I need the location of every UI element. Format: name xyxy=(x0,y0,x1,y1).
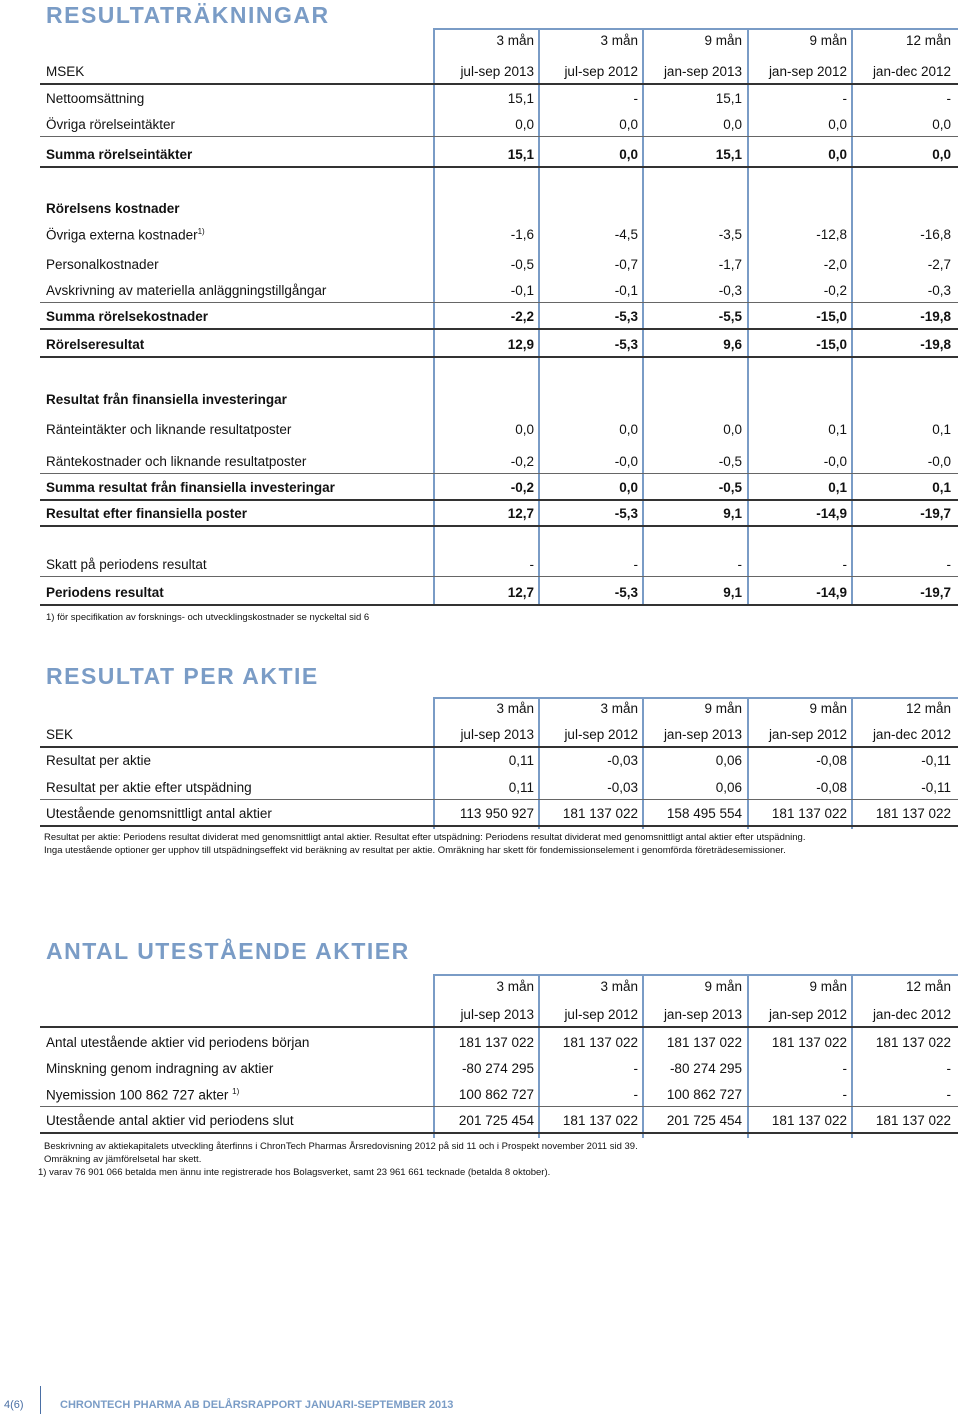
row-label: Utestående genomsnittligt antal aktier xyxy=(46,806,272,821)
cell-value: - xyxy=(946,557,951,572)
cell-value: 0,0 xyxy=(619,117,638,132)
row-label: Periodens resultat xyxy=(46,585,164,600)
period-header: 9 mån xyxy=(704,979,742,994)
cell-value: -3,5 xyxy=(718,227,742,242)
footer-divider xyxy=(40,1386,41,1414)
cell-value: -19,7 xyxy=(920,585,951,600)
cell-value: 12,7 xyxy=(507,506,534,521)
cell-value: 9,1 xyxy=(723,506,742,521)
shares-footnote: 1) varav 76 901 066 betalda men ännu inte registrerade hos Bolagsverket, samt 23 961 661 tecknade (betalda 8 oktober). xyxy=(38,1167,551,1178)
range-header: jan-dec 2012 xyxy=(872,64,951,79)
cell-value: - xyxy=(633,1087,638,1102)
cell-value: 100 862 727 xyxy=(458,1087,534,1102)
cell-value: -0,11 xyxy=(921,753,951,768)
cell-value: 181 137 022 xyxy=(875,1035,951,1050)
cell-value: 181 137 022 xyxy=(562,1035,638,1050)
period-header: 3 mån xyxy=(600,701,638,716)
row-label: Övriga externa kostnader$^{1)}$ xyxy=(46,226,205,242)
period-header: 9 mån xyxy=(809,33,847,48)
cell-value: 181 137 022 xyxy=(875,1113,951,1128)
cell-value: 0,0 xyxy=(619,147,638,162)
cell-value: -0,08 xyxy=(816,780,847,795)
cell-value: - xyxy=(529,557,534,572)
cell-value: -0,03 xyxy=(607,753,638,768)
row-label: Resultat per aktie xyxy=(46,753,152,768)
period-header: 3 mån xyxy=(600,33,638,48)
cell-value: -80 274 295 xyxy=(461,1061,534,1076)
range-header: jan-dec 2012 xyxy=(872,727,951,742)
cell-value: -1,6 xyxy=(510,227,534,242)
cell-value: - xyxy=(633,1061,638,1076)
range-header: jul-sep 2012 xyxy=(564,64,638,79)
range-header: jul-sep 2012 xyxy=(564,727,638,742)
range-header: jul-sep 2012 xyxy=(564,1007,638,1022)
cell-value: -5,3 xyxy=(614,309,638,324)
per-share-title: RESULTAT PER AKTIE xyxy=(46,663,319,689)
row-label: Antal utestående aktier vid periodens början xyxy=(46,1035,310,1050)
cell-value: 100 862 727 xyxy=(666,1087,742,1102)
period-header: 3 mån xyxy=(496,33,534,48)
cell-value: 0,0 xyxy=(723,422,742,437)
table-row xyxy=(40,224,958,246)
table-row-total xyxy=(40,582,958,606)
period-header-row xyxy=(40,698,958,720)
cell-value: 15,1 xyxy=(715,91,742,106)
cell-value: -14,9 xyxy=(816,506,847,521)
row-label: Summa rörelsekostnader xyxy=(46,309,209,324)
row-label: Personalkostnader xyxy=(46,257,159,272)
cell-value: 181 137 022 xyxy=(771,1113,847,1128)
cell-value: -1,7 xyxy=(718,257,742,272)
shares-note: Omräkning av jämförelsetal har skett. xyxy=(44,1154,202,1165)
cell-value: 9,1 xyxy=(723,585,742,600)
cell-value: - xyxy=(842,557,847,572)
table-row xyxy=(40,419,958,441)
cell-value: -19,8 xyxy=(920,309,951,324)
period-header: 9 mån xyxy=(809,979,847,994)
row-label: Nyemission 100 862 727 akter $^{1)}$ xyxy=(46,1086,240,1102)
table-row xyxy=(40,1058,958,1080)
cell-value: 12,9 xyxy=(507,337,534,352)
cell-value: 0,0 xyxy=(932,147,951,162)
cell-value: 15,1 xyxy=(507,91,534,106)
row-label: Minskning genom indragning av aktier xyxy=(46,1061,274,1076)
cell-value: -5,3 xyxy=(614,337,638,352)
range-header-row xyxy=(40,1004,958,1028)
cell-value: 0,06 xyxy=(715,780,742,795)
period-header: 12 mån xyxy=(905,701,951,716)
cell-value: -0,5 xyxy=(718,480,742,495)
row-label: Räntekostnader och liknande resultatposter xyxy=(46,454,307,469)
shares-title: ANTAL UTESTÅENDE AKTIER xyxy=(46,938,410,964)
cell-value: - xyxy=(633,91,638,106)
cell-value: -15,0 xyxy=(816,337,847,352)
cell-value: 9,6 xyxy=(723,337,742,352)
cell-value: 12,7 xyxy=(507,585,534,600)
table-row xyxy=(40,750,958,772)
period-header: 9 mån xyxy=(704,701,742,716)
cell-value: -0,3 xyxy=(718,283,742,298)
cell-value: 181 137 022 xyxy=(771,806,847,821)
unit-label: MSEK xyxy=(46,64,85,79)
row-label: Summa resultat från finansiella investeringar xyxy=(46,480,335,495)
page-number: 4(6) xyxy=(4,1399,24,1411)
range-header: jan-sep 2012 xyxy=(768,1007,847,1022)
cell-value: -0,0 xyxy=(614,454,638,469)
cell-value: -2,2 xyxy=(510,309,534,324)
cell-value: 158 495 554 xyxy=(666,806,742,821)
range-header-row xyxy=(40,61,958,85)
period-header: 9 mån xyxy=(704,33,742,48)
cell-value: -4,5 xyxy=(614,227,638,242)
cell-value: 0,1 xyxy=(828,480,847,495)
cell-value: -0,7 xyxy=(614,257,638,272)
cell-value: -5,3 xyxy=(614,506,638,521)
cell-value: -0,1 xyxy=(614,283,638,298)
period-header: 3 mån xyxy=(496,701,534,716)
table-row xyxy=(40,88,958,110)
table-row-total xyxy=(40,144,958,168)
row-label: Rörelsens kostnader xyxy=(46,201,180,216)
cell-value: -15,0 xyxy=(816,309,847,324)
table-subheading xyxy=(40,389,958,411)
cell-value: 0,0 xyxy=(515,422,534,437)
period-header-row xyxy=(40,976,958,998)
cell-value: -0,2 xyxy=(823,283,847,298)
cell-value: -5,3 xyxy=(614,585,638,600)
table-row xyxy=(40,451,958,474)
table-row xyxy=(40,1084,958,1107)
cell-value: -0,1 xyxy=(510,283,534,298)
row-label: Utestående antal aktier vid periodens slut xyxy=(46,1113,294,1128)
cell-value: 0,1 xyxy=(932,422,951,437)
cell-value: 0,0 xyxy=(828,117,847,132)
row-label: Resultat per aktie efter utspädning xyxy=(46,780,252,795)
cell-value: -5,5 xyxy=(718,309,742,324)
cell-value: -0,5 xyxy=(510,257,534,272)
cell-value: 181 137 022 xyxy=(875,806,951,821)
cell-value: -0,5 xyxy=(718,454,742,469)
range-header: jan-dec 2012 xyxy=(872,1007,951,1022)
table-row xyxy=(40,114,958,137)
cell-value: 0,0 xyxy=(515,117,534,132)
row-label: Rörelseresultat xyxy=(46,337,145,352)
cell-value: -19,7 xyxy=(920,506,951,521)
table-row xyxy=(40,1032,958,1054)
table-row-total xyxy=(40,306,958,330)
cell-value: -0,03 xyxy=(607,780,638,795)
cell-value: 181 137 022 xyxy=(666,1035,742,1050)
cell-value: 181 137 022 xyxy=(458,1035,534,1050)
per-share-note: Resultat per aktie: Periodens resultat dividerat med genomsnittligt antal aktier. Resultat efter utspädning: Periodens resultat dividerat med genomsnittligt antal aktier efter utspädning. xyxy=(44,832,806,843)
income-footnote: 1) för specifikation av forsknings- och utvecklingskostnader se nyckeltal sid 6 xyxy=(46,612,370,623)
range-header: jan-sep 2012 xyxy=(768,727,847,742)
cell-value: 113 950 927 xyxy=(459,806,534,821)
row-label: Övriga rörelseintäkter xyxy=(46,117,176,132)
range-header: jan-sep 2013 xyxy=(663,1007,742,1022)
cell-value: 0,0 xyxy=(723,117,742,132)
cell-value: - xyxy=(737,557,742,572)
period-header: 3 mån xyxy=(496,979,534,994)
table-row-total xyxy=(40,503,958,527)
cell-value: -12,8 xyxy=(816,227,847,242)
period-header-row xyxy=(40,30,958,52)
cell-value: - xyxy=(842,1061,847,1076)
cell-value: 181 137 022 xyxy=(562,1113,638,1128)
cell-value: -0,3 xyxy=(927,283,951,298)
cell-value: 0,0 xyxy=(828,147,847,162)
range-header-row xyxy=(40,724,958,748)
cell-value: 0,11 xyxy=(508,753,534,768)
cell-value: -80 274 295 xyxy=(669,1061,742,1076)
cell-value: 0,06 xyxy=(715,753,742,768)
range-header: jan-sep 2013 xyxy=(663,64,742,79)
row-label: Resultat efter finansiella poster xyxy=(46,506,248,521)
table-row xyxy=(40,1110,958,1134)
cell-value: - xyxy=(842,1087,847,1102)
cell-value: -0,08 xyxy=(816,753,847,768)
cell-value: 15,1 xyxy=(715,147,742,162)
cell-value: -14,9 xyxy=(816,585,847,600)
cell-value: 0,11 xyxy=(508,780,534,795)
row-label: Resultat från finansiella investeringar xyxy=(46,392,287,407)
range-header: jul-sep 2013 xyxy=(460,727,534,742)
range-header: jul-sep 2013 xyxy=(460,64,534,79)
cell-value: - xyxy=(946,1061,951,1076)
per-share-note: Inga utestående optioner ger upphov till utspädningseffekt vid beräkning av resultat per aktie. Omräkning har skett för fondemissionselement i genomförda företrädesemissioner. xyxy=(44,845,786,856)
period-header: 12 mån xyxy=(905,33,951,48)
row-label: Summa rörelseintäkter xyxy=(46,147,193,162)
table-row xyxy=(40,254,958,276)
table-row xyxy=(40,554,958,577)
cell-value: - xyxy=(842,91,847,106)
cell-value: -0,2 xyxy=(510,480,534,495)
cell-value: - xyxy=(946,1087,951,1102)
row-label: Ränteintäkter och liknande resultatposter xyxy=(46,422,292,437)
cell-value: 201 725 454 xyxy=(666,1113,742,1128)
cell-value: -2,0 xyxy=(823,257,847,272)
cell-value: 181 137 022 xyxy=(562,806,638,821)
cell-value: 0,1 xyxy=(828,422,847,437)
cell-value: 0,1 xyxy=(932,480,951,495)
range-header: jan-sep 2013 xyxy=(663,727,742,742)
period-header: 9 mån xyxy=(809,701,847,716)
cell-value: 15,1 xyxy=(507,147,534,162)
table-row xyxy=(40,280,958,303)
cell-value: 0,0 xyxy=(619,422,638,437)
cell-value: - xyxy=(633,557,638,572)
footer-title: CHRONTECH PHARMA AB DELÅRSRAPPORT JANUARI-SEPTEMBER 2013 xyxy=(60,1399,454,1411)
row-label: Skatt på periodens resultat xyxy=(46,557,207,572)
cell-value: -0,0 xyxy=(927,454,951,469)
cell-value: -0,11 xyxy=(921,780,951,795)
cell-value: -19,8 xyxy=(920,337,951,352)
cell-value: - xyxy=(946,91,951,106)
table-row xyxy=(40,777,958,800)
cell-value: -0,2 xyxy=(510,454,534,469)
row-label: Avskrivning av materiella anläggningstillgångar xyxy=(46,283,327,298)
table-subheading xyxy=(40,198,958,220)
cell-value: -2,7 xyxy=(927,257,951,272)
cell-value: 0,0 xyxy=(619,480,638,495)
range-header: jan-sep 2012 xyxy=(768,64,847,79)
cell-value: -0,0 xyxy=(823,454,847,469)
table-row-total xyxy=(40,477,958,501)
range-header: jul-sep 2013 xyxy=(460,1007,534,1022)
unit-label: SEK xyxy=(46,727,74,742)
cell-value: -16,8 xyxy=(920,227,951,242)
cell-value: 201 725 454 xyxy=(458,1113,534,1128)
period-header: 12 mån xyxy=(905,979,951,994)
row-label: Nettoomsättning xyxy=(46,91,145,106)
table-row xyxy=(40,803,958,827)
income-statement-title: RESULTATRÄKNINGAR xyxy=(46,2,330,28)
shares-note: Beskrivning av aktiekapitalets utveckling återfinns i ChronTech Pharmas Årsredovisning 2012 på sid 11 och i Prospekt november 2011 sid 39. xyxy=(44,1141,638,1152)
period-header: 3 mån xyxy=(600,979,638,994)
table-row-total xyxy=(40,334,958,358)
cell-value: 181 137 022 xyxy=(771,1035,847,1050)
cell-value: 0,0 xyxy=(932,117,951,132)
